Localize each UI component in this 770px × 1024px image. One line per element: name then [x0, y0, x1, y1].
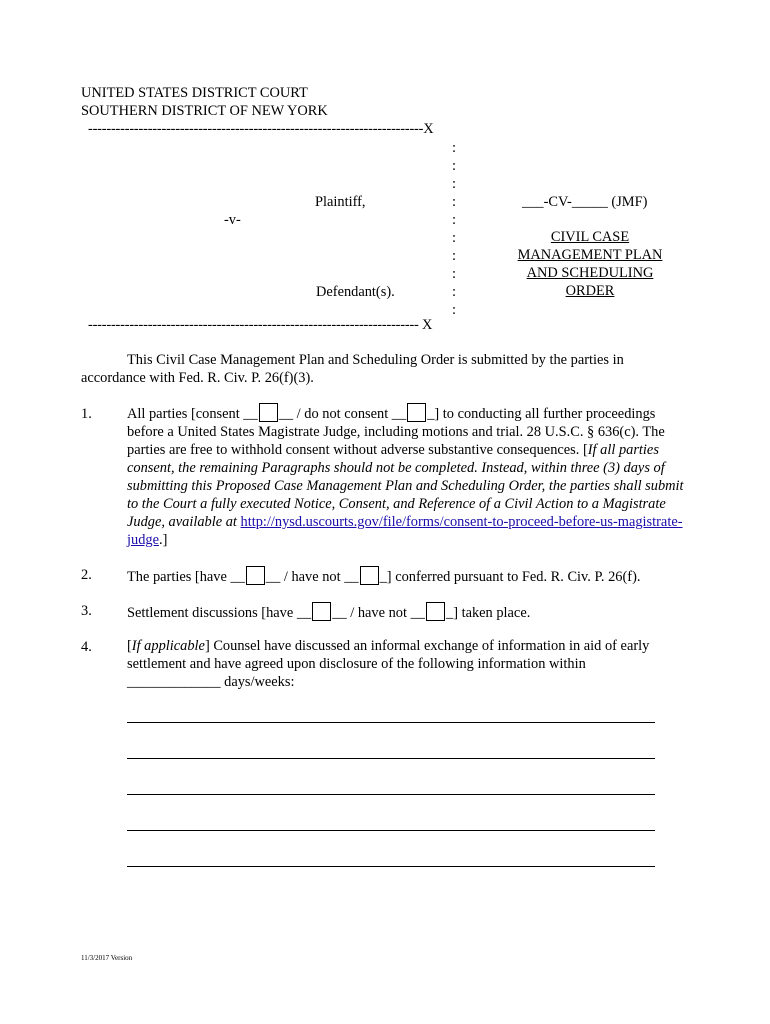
caption-colon: :	[452, 230, 456, 246]
answer-line[interactable]	[127, 794, 655, 795]
versus-label: -v-	[224, 212, 241, 228]
conferred-have-checkbox[interactable]	[246, 566, 265, 585]
answer-line[interactable]	[127, 722, 655, 723]
paragraph-3: Settlement discussions [have __ __ / have not __ _] taken place.	[127, 602, 530, 621]
paragraph-number: 3.	[81, 603, 92, 619]
version-footer: 11/3/2017 Version	[81, 954, 133, 962]
caption-colon: :	[452, 158, 456, 174]
caption-colon: :	[452, 302, 456, 318]
answer-line[interactable]	[127, 758, 655, 759]
do-not-consent-checkbox[interactable]	[407, 403, 426, 422]
answer-line[interactable]	[127, 830, 655, 831]
settlement-have-checkbox[interactable]	[312, 602, 331, 621]
plaintiff-label: Plaintiff,	[315, 194, 366, 210]
document-title-line: ORDER	[565, 283, 615, 299]
caption-colon: :	[452, 176, 456, 192]
intro-line-2: accordance with Fed. R. Civ. P. 26(f)(3).	[81, 370, 314, 386]
caption-colon: :	[452, 212, 456, 228]
caption-colon: :	[452, 266, 456, 282]
paragraph-number: 4.	[81, 639, 92, 655]
document-title-line: AND SCHEDULING	[526, 265, 654, 281]
paragraph-2: The parties [have __ __ / have not __ _] conferred pursuant to Fed. R. Civ. P. 26(f).	[127, 566, 640, 585]
document-title-line: CIVIL CASE	[550, 229, 630, 245]
consent-checkbox[interactable]	[259, 403, 278, 422]
caption-colon: :	[452, 194, 456, 210]
paragraph-4: [If applicable] Counsel have discussed an informal exchange of information in aid of early settlement and have agreed upon disclosure of the following information within _____________ days/weeks:	[127, 638, 650, 690]
document-title-line: MANAGEMENT PLAN	[517, 247, 663, 263]
paragraph-1: All parties [consent __ __ / do not consent __ _] to conducting all further proceedings before a United States Magistrate Judge, including motions and trial. 28 U.S.C. § 636(c). The parties are free to withhold consent without adverse substantive consequences. [If all parties consent, the remaining Paragraphs should not be completed. Instead, within three (3) days of submitting this Proposed Case Management Plan and Scheduling Order, the parties shall submit to the Court a fully executed Notice, Consent, and Reference of a Civil Action to a Magistrate Judge, available at http://nysd.uscourts.gov/file/forms/consent-to-proceed-before-us-magistrate-judge.]	[127, 403, 687, 549]
caption-colon: :	[452, 284, 456, 300]
defendant-label: Defendant(s).	[316, 284, 395, 300]
answer-line[interactable]	[127, 866, 655, 867]
conferred-have-not-checkbox[interactable]	[360, 566, 379, 585]
days-weeks-blank[interactable]: _____________ days/weeks:	[127, 674, 295, 690]
case-number: ___-CV-_____ (JMF)	[522, 194, 648, 210]
consent-instructions: If all parties consent, the remaining Paragraphs should not be completed. Instead, within three (3) days of submitting this Proposed Case Management Plan and Scheduling Order, the parties shall submit to the Court a fully executed Notice, Consent, and Reference of a Civil Action to a Magistrate Judge, available at	[127, 442, 684, 530]
caption-colon: :	[452, 140, 456, 156]
court-district: SOUTHERN DISTRICT OF NEW YORK	[81, 103, 328, 119]
settlement-have-not-checkbox[interactable]	[426, 602, 445, 621]
court-name: UNITED STATES DISTRICT COURT	[81, 85, 308, 101]
paragraph-number: 1.	[81, 406, 92, 422]
caption-bottom-rule: ------------------------------------------------------------------------ X	[88, 317, 433, 333]
consent-form-link[interactable]: http://nysd.uscourts.gov/file/forms/consent-to-proceed-before-us-magistrate-judge	[127, 514, 683, 548]
caption-colon: :	[452, 248, 456, 264]
intro-line-1: This Civil Case Management Plan and Scheduling Order is submitted by the parties in	[127, 352, 624, 368]
caption-top-rule: -------------------------------------------------------------------------X	[88, 121, 434, 137]
paragraph-number: 2.	[81, 567, 92, 583]
